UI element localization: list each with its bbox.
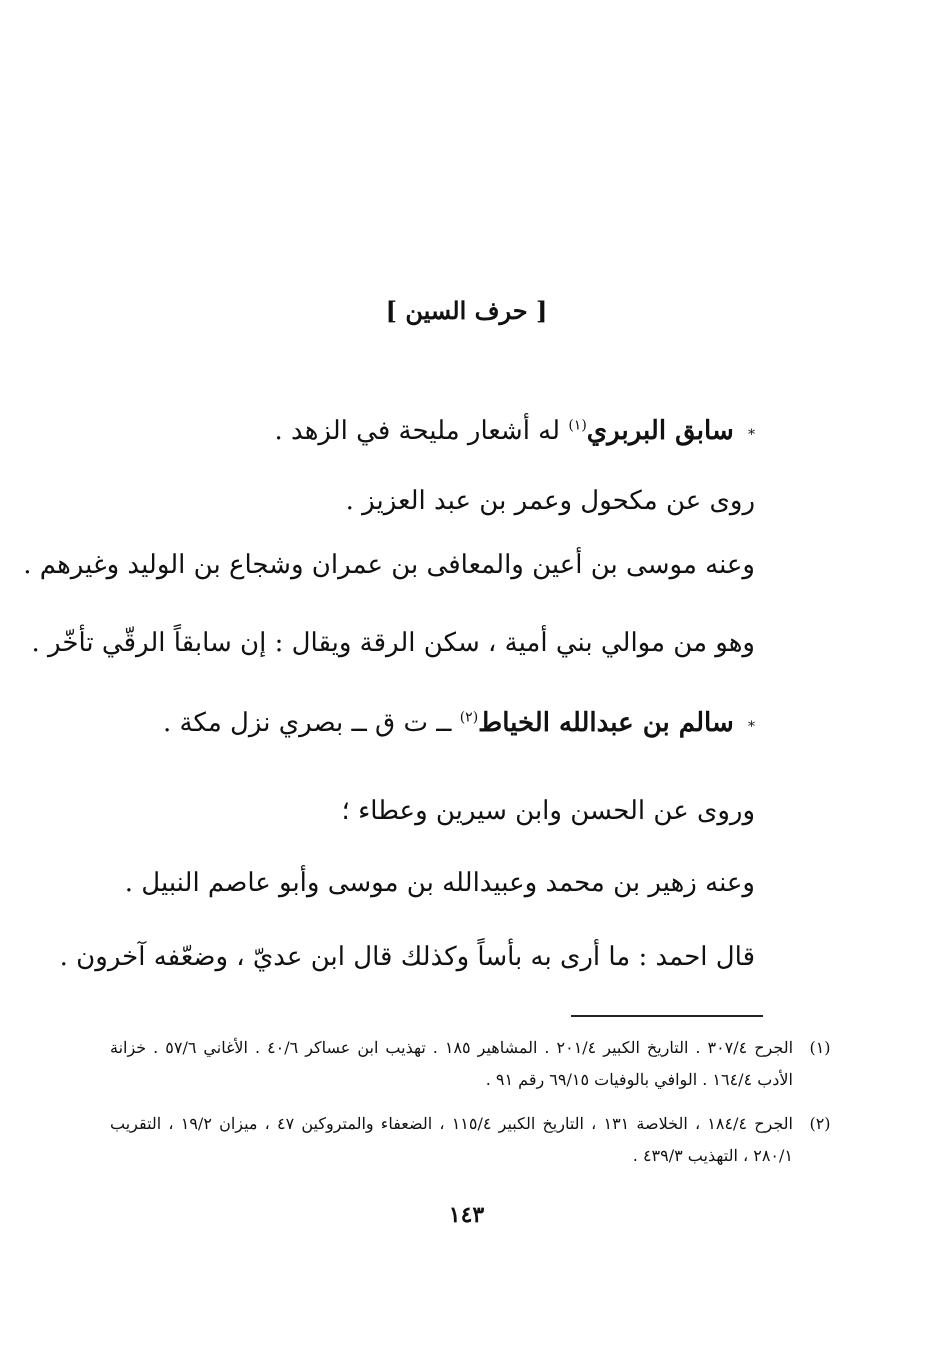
entry-text: ــ ت ق ــ بصري نزل مكة . (163, 708, 452, 738)
footnote-number: (٢) (809, 1114, 831, 1133)
entry-salim (120, 708, 755, 738)
text-line: روى عن مكحول وعمر بن عبد العزيز . (345, 486, 755, 516)
entry-text: له أشعار مليحة في الزهد . (274, 416, 561, 446)
text-line: وروى عن الحسن وابن سيرين وعطاء ؛ (341, 796, 755, 826)
text-line: قال احمد : ما أرى به بأساً وكذلك قال ابن عديّ ، وضعّفه آخرون . (59, 942, 755, 972)
footnote-text: الجرح ٣٠٧/٤ . التاريخ الكبير ٢٠١/٤ . المشاهير ١٨٥ . تهذيب ابن عساكر ٤٠/٦ . الأغاني ٥٧/٦ . خزانة الأدب ١٦٤/٤ . الوافي بالوفيات ٦٩/١٥ رقم ٩١ . (110, 1038, 794, 1089)
footnote-text: الجرح ١٨٤/٤ ، الخلاصة ١٣١ ، التاريخ الكبير ١١٥/٤ ، الضعفاء والمتروكين ٤٧ ، ميزان ١٩/٢ ، التقريب ٢٨٠/١ ، التهذيب ٤٣٩/٣ . (110, 1114, 793, 1165)
entry-name-sabiq: سابق البربري (586, 416, 734, 446)
text-line: وهو من موالي بني أمية ، سكن الرقة ويقال : إن سابقاً الرقّي تأخّر . (31, 628, 755, 658)
entry-marker: * (748, 719, 755, 735)
entry-marker: * (748, 427, 755, 443)
footnote-ref-2[interactable]: (٢) (459, 709, 479, 726)
text-line: وعنه موسى بن أعين والمعافى بن عمران وشجاع بن الوليد وغيرهم . (23, 550, 755, 580)
section-title: [ حرف السين ] (385, 296, 548, 325)
footnote-2 (110, 1108, 831, 1172)
text-line: وعنه زهير بن محمد وعبيدالله بن موسى وأبو عاصم النبيل . (124, 868, 755, 898)
footnote-ref-1[interactable]: (١) (568, 417, 587, 434)
entry-sabiq (120, 416, 755, 446)
page-number: ١٤٣ (448, 1202, 485, 1228)
footnote-1 (110, 1032, 831, 1096)
entry-name-salim: سالم بن عبدالله الخياط (478, 708, 734, 738)
footnote-divider (571, 1015, 763, 1017)
footnote-number: (١) (809, 1038, 831, 1057)
